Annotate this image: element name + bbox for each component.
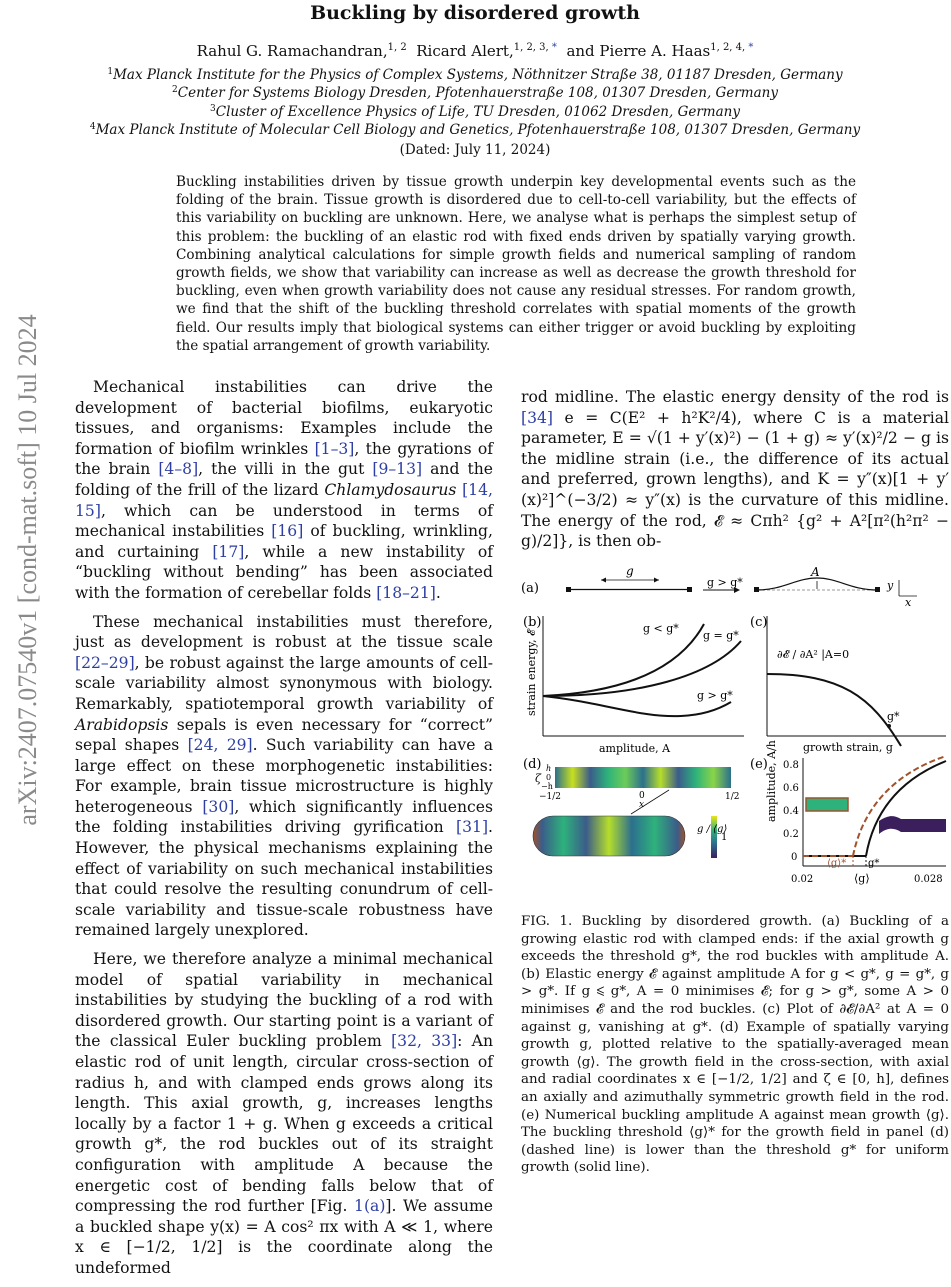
citation-link[interactable]: [30] xyxy=(202,797,235,816)
e-xlabel: ⟨g⟩ xyxy=(854,872,870,885)
left-column xyxy=(75,377,493,1287)
d-zeta: ζ xyxy=(535,772,541,785)
curve-below-threshold xyxy=(543,624,704,696)
panel-label-e: (e) xyxy=(750,757,768,772)
d-x: x xyxy=(639,800,645,810)
citation-link[interactable]: [1–3] xyxy=(314,439,355,458)
e-disordered-curve xyxy=(853,756,946,856)
b-label-above: g > g* xyxy=(697,689,733,702)
e-ytick-0.4: 0.4 xyxy=(783,806,799,817)
c-curve xyxy=(767,674,901,746)
citation-link[interactable]: [34] xyxy=(521,408,554,427)
figure-caption: FIG. 1. Buckling by disordered growth. (a) Buckling of a growing elastic rod with clamped ends: if the axial growth g exceeds the threshold g*, the rod buckles with amplitude A. (b) Elastic energy 𝓔 against amplitude A for g < g*, g = g*, g > g*. If g ⩽ g*, A = 0 minimises 𝓔; for g > g*, some A > 0 minimises 𝓔 and the rod buckles. (c) Plot of ∂𝓔/∂A² at A = 0 against g, vanishing at g*. (d) Example of spatially varying growth g, plotted relative to the spatially-averaged mean growth ⟨g⟩. The growth field in the cross-section, with axial and radial coordinates x ∈ [−1/2, 1/2] and ζ ∈ [0, h], defines an axially and azimuthally symmetric growth field in the rod. (e) Numerical buckling amplitude A against mean growth ⟨g⟩. The buckling threshold ⟨g⟩* for the growth field in panel (d) (dashed line) is lower than the threshold g* for uniform growth (solid line). xyxy=(521,914,949,1176)
c-threshold-point xyxy=(887,724,891,728)
panel-label-a: (a) xyxy=(521,581,539,596)
author-2: Ricard Alert,$^{1, 2, 3, *}$ xyxy=(416,42,557,60)
b-ylabel: strain energy, 𝓔 xyxy=(525,629,538,716)
d-xmid: 0 xyxy=(639,791,645,801)
caption-label: FIG. 1. xyxy=(521,914,573,929)
d-pointer xyxy=(631,790,669,814)
d-xmin: −1/2 xyxy=(539,792,562,802)
paragraph-1: Mechanical instabilities can drive the development of bacterial biofilms, eukaryotic tissues, and organisms: Examples include the formation of biofilm wrinkles [1–3], the gyrations of the brain [4–8], the villi in the gut [9–13] and the folding of the frill of the lizard Chlamydosaurus [14, 15], which can be understood in terms of mechanical instabilities [16] of buckling, wrinkling, and curtaining [17], while a new instability of “buckling without bending” has been associated with the formation of cerebellar folds [18–21]. xyxy=(75,378,494,602)
paragraph-4: rod midline. The elastic energy density of the rod is [34] e = C(E² + h²K²/4), where C is a material parameter, E = √(1 + y′(x)²) − (1 + g) ≈ y′(x)²/2 − g is the midline strain (i.e., the difference of its actual and preferred, grown lengths), and K = y″(x)[1 + y′(x)²]^(−3/2) ≈ y″(x) is the curvature of this midline. The energy of the rod, 𝓔 ≈ Cπh² {g² + A²[π²(h²π² − g)/2]}, is then ob- xyxy=(521,388,949,551)
figure-link[interactable]: 1(a) xyxy=(354,1197,386,1216)
citation-link[interactable]: [17] xyxy=(212,542,245,561)
citation-link[interactable]: [22–29] xyxy=(75,653,135,672)
abstract: Buckling instabilities driven by tissue growth underpin key developmental events such as the folding of the brain. Tissue growth is disordered due to cell-to-cell variability, but the effects of this variability on buckling are unknown. Here, we analyse what is perhaps the simplest setup of this problem: the buckling of an elastic rod with fixed ends driven by spatially varying growth. Combining analytical calculations for simple growth fields and numerical sampling of random growth fields, we show that variability can increase as well as decrease the growth threshold for buckling, even when growth variability does not cause any residual stresses. For random growth, we find that the shift of the buckling threshold correlates with spatial moments of the growth field. Our results imply that biological systems can either trigger or avoid buckling by exploiting the spatial arrangement of growth variability. xyxy=(176,174,856,354)
citation-link[interactable]: [4–8] xyxy=(158,460,199,479)
affiliation-1: $^1$Max Planck Institute for the Physics of Complex Systems, Nöthnitzer Straße 38, 01187 Dresden, Germany xyxy=(107,67,843,83)
b-label-at: g = g* xyxy=(703,629,739,642)
e-ytick-0.8: 0.8 xyxy=(783,760,799,771)
c-ylabel: ∂𝓔 / ∂A² |A=0 xyxy=(777,648,850,661)
citation-link[interactable]: [31] xyxy=(456,818,489,837)
affiliation-2: $^2$Center for Systems Biology Dresden, Pfotenhauerstraße 108, 01307 Dresden, Germany xyxy=(172,85,778,101)
e-xtick-0.028: 0.028 xyxy=(914,874,943,885)
rod-3d xyxy=(533,816,685,856)
e-threshold-label-disordered: ⟨g⟩* xyxy=(827,858,847,869)
corresponding-mark[interactable]: * xyxy=(748,42,754,53)
right-column xyxy=(521,387,949,560)
arxiv-sidebar xyxy=(8,250,48,890)
d-zero: 0 xyxy=(546,773,552,782)
citation-link[interactable]: [24, 29] xyxy=(187,736,253,755)
arxiv-id[interactable]: arXiv:2407.07540v1 [cond-mat.soft] 10 Jul 2024 xyxy=(13,314,42,826)
e-ytick-0.2: 0.2 xyxy=(783,829,799,840)
figure-1 xyxy=(521,564,951,901)
citation-link[interactable]: [16] xyxy=(271,522,304,541)
e-threshold-label-uniform: g* xyxy=(868,858,880,869)
e-ylabel: amplitude, A/h xyxy=(765,740,778,822)
c-xlabel: growth strain, g xyxy=(803,741,893,754)
panel-label-c: (c) xyxy=(750,615,768,630)
corresponding-mark[interactable]: * xyxy=(551,42,557,53)
d-xmax: 1/2 xyxy=(725,792,740,802)
author-list xyxy=(0,42,950,60)
axis-y-label: y xyxy=(887,579,894,592)
axis-x-label: x xyxy=(905,596,912,609)
e-ytick-0: 0 xyxy=(791,852,798,863)
growth-field-heatmap xyxy=(555,767,731,788)
paragraph-2: These mechanical instabilities must therefore, just as development is robust at the tissue scale [22–29], be robust against the large amounts of cell-scale variability almost synonymous with biology. Remarkably, spatiotemporal growth variability of Arabidopsis sepals is even necessary for “correct” sepal shapes [24, 29]. Such variability can have a large effect on these morphogenetic instabilities: For example, brain tissue microstructure is highly heterogeneous [30], which significantly influences the folding instabilities driving gyrification [31]. However, the physical mechanisms explaining the effect of variability on such mechanical instabilities that could resolve the resulting conundrum of cell-scale variability and tissue-scale robustness have remained largely unexplored. xyxy=(75,612,494,940)
d-neg-h: −h xyxy=(541,782,553,791)
affiliation-3: $^3$Cluster of Excellence Physics of Life, TU Dresden, 01062 Dresden, Germany xyxy=(210,104,740,120)
b-xlabel: amplitude, A xyxy=(599,742,671,755)
citation-link[interactable]: [18–21] xyxy=(376,583,436,602)
curve-at-threshold xyxy=(543,641,741,696)
author-3: and Pierre A. Haas$^{1, 2, 4, *}$ xyxy=(566,42,754,60)
e-xtick-0.02: 0.02 xyxy=(791,874,814,885)
citation-link[interactable]: [32, 33] xyxy=(391,1032,458,1051)
label-buckle-condition: g > g* xyxy=(707,576,743,589)
paper-title: Buckling by disordered growth xyxy=(310,2,640,24)
date-line: (Dated: July 11, 2024) xyxy=(399,142,551,158)
panel-label-d: (d) xyxy=(523,757,542,772)
paragraph-3: Here, we therefore analyze a minimal mechanical model of spatial variability in mechanical instabilities by studying the buckling of a rod with disordered growth. Our starting point is a variant of the classical Euler buckling problem [32, 33]: An elastic rod of unit length, circular cross-section of radius h, and with clamped ends grows along its length. This axial growth, g, increases lengths locally by a factor 1 + g. When g exceeds a critical growth g*, the rod buckles out of its straight configuration with amplitude A because the energetic cost of bending falls below that of compressing the rod further [Fig. 1(a)]. We assume a buckled shape y(x) = A cos² πx with A ≪ 1, where x ∈ [−1/2, 1/2] is the coordinate along the undeformed xyxy=(75,950,493,1277)
citation-link[interactable]: [9–13] xyxy=(372,460,423,479)
colorbar-tick: 1 xyxy=(721,832,728,843)
citation-link[interactable]: [14, 15] xyxy=(75,480,493,520)
e-ytick-0.6: 0.6 xyxy=(783,783,799,794)
affiliation-4: $^4$Max Planck Institute of Molecular Cell Biology and Genetics, Pfotenhauerstraße 108, 01307 Dresden, Germany xyxy=(89,122,861,138)
d-h: h xyxy=(546,764,552,773)
b-label-below: g < g* xyxy=(643,622,679,635)
colorbar-label: g / ⟨g⟩ xyxy=(697,824,728,835)
colorbar xyxy=(711,816,717,858)
e-inset-buckled-rod xyxy=(879,816,946,834)
e-inset-straight-rod xyxy=(806,798,848,811)
panel-label-b: (b) xyxy=(523,615,542,630)
author-1: Rahul G. Ramachandran,$^{1, 2}$ xyxy=(196,42,407,60)
c-threshold-label: g* xyxy=(887,710,900,723)
label-A: A xyxy=(811,565,820,579)
label-g: g xyxy=(626,564,634,578)
